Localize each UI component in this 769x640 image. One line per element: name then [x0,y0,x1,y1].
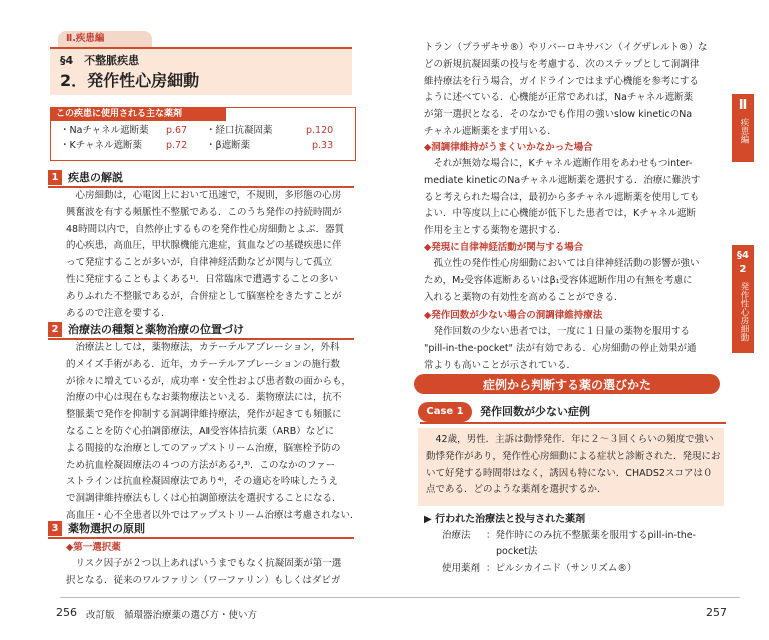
side-tab-chapter-num: Ⅱ [738,98,748,113]
text-line: ため，M₂受容体遮断あるいはβ₁受容体遮断作用の有無を考慮に [424,274,693,286]
section-2-number: 2 [48,322,62,337]
text-line: 入れると薬物の有効性を高めることができる． [424,291,624,303]
text-line: 的心疾患，高血圧，甲状腺機能亢進症，貧血などの基礎疾患に伴 [66,240,342,252]
text-line: 発作回数の少ない患者では，一度に１日量の薬物を服用する [424,326,691,337]
side-tab-section-num: §4 [737,250,749,261]
right-intro-body [424,40,708,141]
drug-item: ・β遮断薬 [206,140,251,151]
section-1-number: 1 [48,170,62,185]
text-line: が第一選択となる．そのなかでも作用の強いslow kineticのNa [424,109,693,121]
drug-item: ・Kチャネル遮断薬 [60,140,142,151]
subheading-2: ◆発現に自律神経活動が関与する場合 [424,242,584,253]
text-line: トラン（プラザキサ®）やリバーロキサバン（イグザレルト®）な [424,42,708,53]
treatment-label: 治療法 [442,530,471,541]
case-title: 発作回数が少ない症例 [480,405,590,418]
text-line: よい．中等度以上に心機能が低下した患者では，Kチャネル遮断 [424,208,696,220]
page-number-right: 257 [706,606,727,619]
text-line: ため抗血栓凝固療法の４つの方法がある²,³⁾．このなかのファー [66,459,336,471]
subheading-2-body [424,256,700,306]
text-line: いて好発する時間帯はなく，誘因も特にない．CHADS2スコアは０ [426,467,713,479]
side-tab-chapter-label: 疾患編 [739,118,749,144]
treatment-value: ：発作時にのみ抗不整脈薬を服用するpill-in-the- [486,530,696,541]
text-line: チャネル遮断薬をまず用いる． [424,125,557,137]
section-2-title: 治療法の種類と薬物治療の位置づけ [68,323,244,336]
drug-value: ：ピルシカイニド（サンリズム®） [486,563,637,574]
page-number-left: 256 [56,606,77,619]
drug-page-link[interactable]: p.67 [166,125,188,136]
text-line: "pill-in-the-pocket" 法が有効である．心房細動の停止効果が通 [424,342,697,354]
subheading-1: ◆洞調律維持がうまくいかなかった場合 [424,142,593,153]
text-line: が徐々に増えているが，成功率・安全性および患者数の面からも， [66,375,352,387]
text-line: 的メイズ手術がある．近年，カテーテルアブレーションの施行数 [66,358,340,370]
text-line: ように述べている．心機能が正常であれば，Naチャネル遮断薬 [424,92,694,104]
page-title: 2．発作性心房細動 [60,71,200,90]
subheading-1-body [424,156,700,240]
subheading-3-body [424,324,697,374]
subheading-3: ◆発作回数が少ない場合の洞調律維持療法 [424,310,603,321]
text-line: どの新規抗凝固薬の投与を考慮する．次のステップとして洞調律 [424,58,700,70]
text-line: あるので注意を要する． [66,307,171,319]
text-line: mediate kineticのNaチャネル遮断薬を選択する．治療に難渋す [424,174,701,186]
section-label: §4 不整脈疾患 [60,54,140,67]
section-3-subheading: ◆第一選択薬 [66,542,121,553]
chapter-tab: Ⅱ.疾患編 [58,31,152,47]
text-line: 治療法としては，薬物療法，カテーテルアブレーション，外科 [66,342,340,353]
side-tab-section-sub: 2 [739,264,747,275]
text-line: 48時間以内で，自然停止するものを発作性心房細動とよぶ．器質 [66,223,345,235]
section-3-title: 薬物選択の原則 [68,522,145,535]
drug-page-link[interactable]: p.33 [312,140,334,151]
text-line: 孤立性の発作性心房細動においては自律神経活動の影響が強い [424,258,700,269]
text-line: ストラインは抗血栓凝固療法であり⁴⁾，その適応を吟味したうえ [66,476,338,488]
drug-item: ・Naチャネル遮断薬 [60,125,149,136]
drug-page-link[interactable]: p.120 [306,125,334,136]
text-line: 維持療法を行う場合，ガイドラインではまず心機能を参考にする [424,75,699,87]
book-title: 改訂版 循環器治療薬の選び方・使い方 [86,610,258,621]
text-line: リスク因子が２つ以上あればいうまでもなく抗凝固薬が第一選 [66,558,342,569]
case-label: Case 1 [418,402,472,422]
drug-page-link[interactable]: p.72 [166,140,188,151]
case-banner-title: 症例から判断する薬の選びかた [482,378,651,392]
text-line: 高血圧・心不全患者以外ではアップストリーム治療は考慮されない． [66,509,360,521]
text-line: で洞調律維持療法もしくは心拍調節療法を選択することになる． [66,493,342,505]
text-line: 動悸発作があり，発作性心房細動による症状と診断された．発現にお [426,450,721,462]
text-line: 常よりも高いことが示されている． [424,359,577,371]
text-line: ありふれた不整脈であるが，合併症として脳塞栓をきたすことが [66,290,342,302]
text-line: 心房細動は，心電図上において迅速で，不規則，多形態の心房 [66,190,342,201]
section-1-title: 疾患の解説 [68,171,123,184]
text-line: 作用を主とする薬物を選択する． [424,225,567,237]
side-tab-section-label: 発作性心房細動 [739,282,749,342]
footer-divider [60,597,740,598]
treatment-heading: ▶ 行われた治療法と投与された薬剤 [424,514,586,525]
section-3-number: 3 [48,521,62,536]
text-line: それが無効な場合に，Kチャネル遮断作用をあわせもつinter- [424,158,693,169]
treatment-value-cont: pocket法 [496,546,538,557]
case-underline [420,422,726,424]
text-line: 点である．どのような薬剤を選択するか． [426,484,607,496]
text-line: 興奮波を有する頻脈性不整脈である．このうち発作の持続時間が [66,206,342,218]
text-line: って発症することが多いが，自律神経活動などが関与して孤立 [66,257,333,269]
text-line: 性に発症することもよくある¹⁾．日常臨床で遭遇することの多い [66,273,339,285]
text-line: よる間接的な治療としてのアップストリーム治療，脳塞栓予防の [66,442,341,454]
drug-label: 使用薬剤 [442,563,481,574]
section-2-body [66,340,359,525]
case-description [426,432,721,499]
text-line: 択となる．従来のワルファリン（ワーファリン）もしくはダビガ [66,574,341,586]
text-line: ると考えられた場合は，最初から多チャネル遮断薬を使用しても [424,191,700,203]
drug-box-heading: この疾患に使用される主な薬剤 [50,107,226,121]
text-line: 治療の中心は現在もなお薬物療法といえる．薬物療法には，抗不 [66,392,342,404]
drug-item: ・経口抗凝固薬 [206,125,273,136]
section-1-body [66,188,344,322]
text-line: 42歳，男性．主訴は動悸発作．年に２～３回くらいの頻度で強い [426,434,714,445]
section-3-body [66,556,341,590]
text-line: なることを防ぐ心拍調節療法，AⅡ受容体拮抗薬（ARB）などに [66,425,335,437]
text-line: 整脈薬で発作を抑制する洞調律維持療法，発作が起きても頻脈に [66,409,342,421]
